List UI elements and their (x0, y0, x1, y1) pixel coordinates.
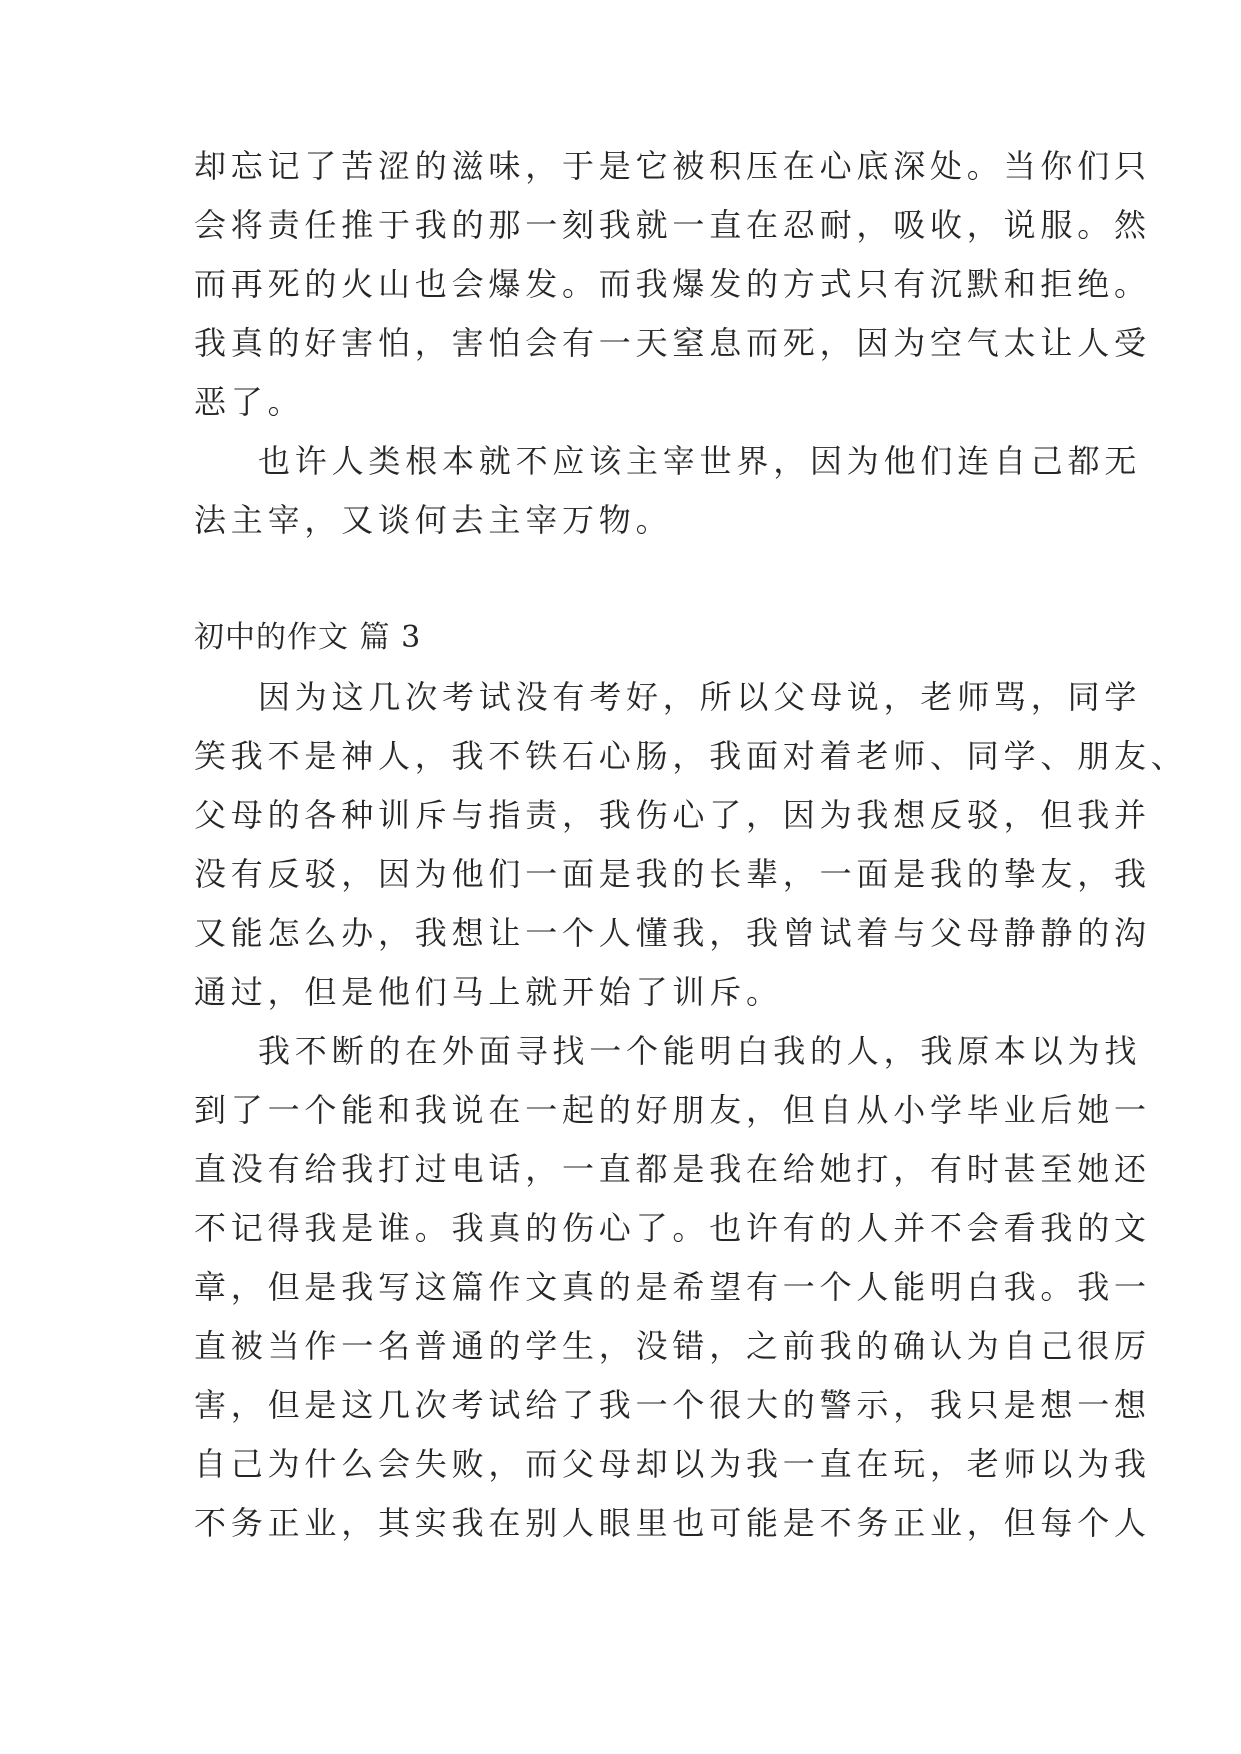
paragraph-line: 我真的好害怕，害怕会有一天窒息而死，因为空气太让人受 (194, 324, 1151, 362)
paragraph-line: 我不断的在外面寻找一个能明白我的人，我原本以为找 (258, 1032, 1142, 1070)
paragraph-line: 笑我不是神人，我不铁石心肠，我面对着老师、同学、朋友、 (194, 737, 1188, 775)
paragraph-line: 会将责任推于我的那一刻我就一直在忍耐，吸收，说服。然 (194, 206, 1151, 244)
paragraph-line: 也许人类根本就不应该主宰世界，因为他们连自己都无 (258, 442, 1142, 480)
paragraph-line: 直被当作一名普通的学生，没错，之前我的确认为自己很厉 (194, 1327, 1151, 1365)
paragraph-line: 自己为什么会失败，而父母却以为我一直在玩，老师以为我 (194, 1445, 1151, 1483)
paragraph-line: 却忘记了苦涩的滋味，于是它被积压在心底深处。当你们只 (194, 147, 1151, 185)
paragraph-line: 不记得我是谁。我真的伤心了。也许有的人并不会看我的文 (194, 1209, 1151, 1247)
paragraph-line: 直没有给我打过电话，一直都是我在给她打，有时甚至她还 (194, 1150, 1151, 1188)
paragraph-line: 法主宰，又谈何去主宰万物。 (194, 501, 673, 539)
paragraph-line: 害，但是这几次考试给了我一个很大的警示，我只是想一想 (194, 1386, 1151, 1424)
paragraph-line: 到了一个能和我说在一起的好朋友，但自从小学毕业后她一 (194, 1091, 1151, 1129)
paragraph-line: 章，但是我写这篇作文真的是希望有一个人能明白我。我一 (194, 1268, 1151, 1306)
paragraph-line: 因为这几次考试没有考好，所以父母说，老师骂，同学 (258, 678, 1142, 716)
paragraph-line: 又能怎么办，我想让一个人懂我，我曾试着与父母静静的沟 (194, 914, 1151, 952)
paragraph-line: 没有反驳，因为他们一面是我的长辈，一面是我的挚友，我 (194, 855, 1151, 893)
paragraph-line: 不务正业，其实我在别人眼里也可能是不务正业，但每个人 (194, 1504, 1151, 1542)
paragraph-line: 恶了。 (194, 383, 305, 421)
section-title: 初中的作文 篇 3 (194, 620, 422, 655)
paragraph-line: 而再死的火山也会爆发。而我爆发的方式只有沉默和拒绝。 (194, 265, 1151, 303)
paragraph-line: 通过，但是他们马上就开始了训斥。 (194, 973, 783, 1011)
paragraph-line: 父母的各种训斥与指责，我伤心了，因为我想反驳，但我并 (194, 796, 1151, 834)
